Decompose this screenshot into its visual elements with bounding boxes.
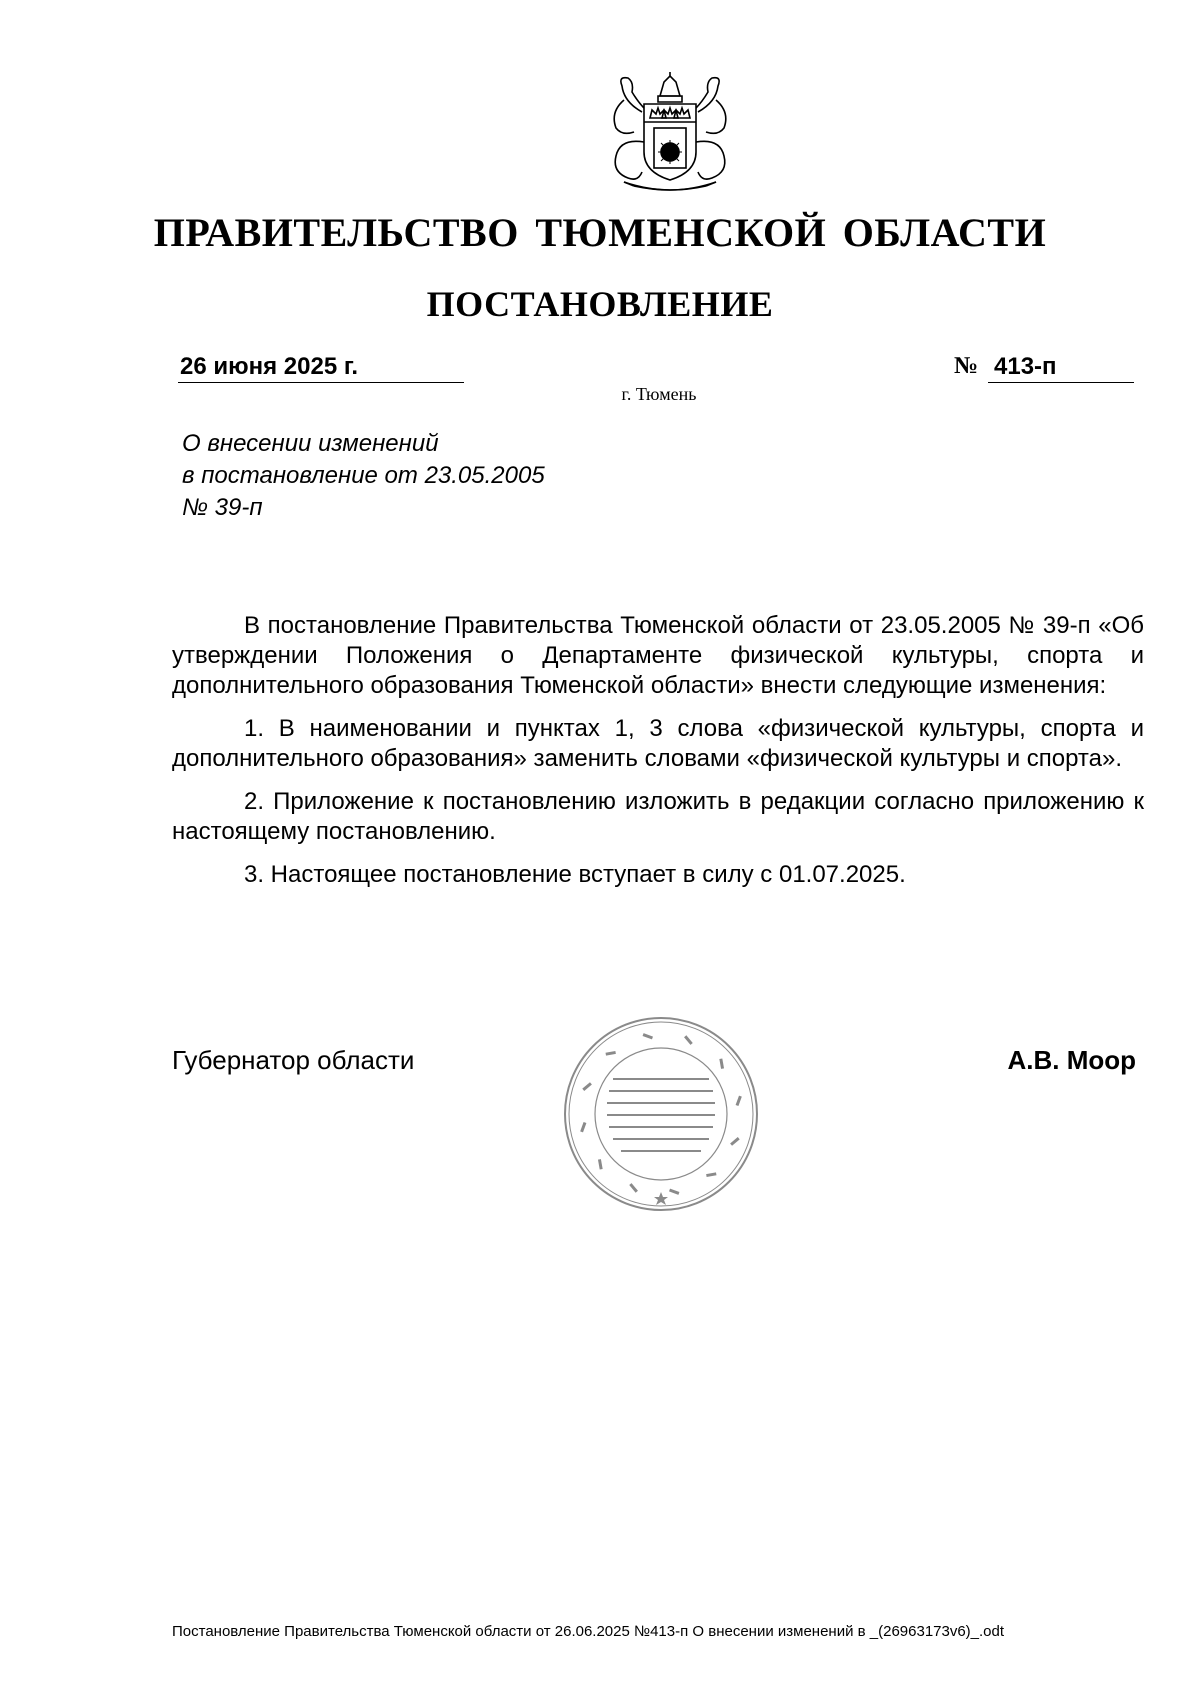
number-underline [988, 382, 1134, 383]
subject-line: в постановление от 23.05.2005 [182, 462, 545, 489]
coat-of-arms-icon [594, 72, 746, 198]
document-type-title: ПОСТАНОВЛЕНИЕ [426, 284, 774, 324]
official-seal-icon [561, 1014, 761, 1214]
document-date: 26 июня 2025 г. [180, 353, 359, 380]
footer-file-name: Постановление Правительства Тюменской области от 26.06.2025 №413-п О внесении изменений в _(26963173v6)_.odt [172, 1623, 1005, 1640]
government-title: ПРАВИТЕЛЬСТВО ТЮМЕНСКОЙ ОБЛАСТИ [153, 210, 1047, 255]
date-underline [178, 382, 464, 383]
signatory-name: А.В. Моор [1007, 1045, 1136, 1075]
body-paragraph-item-1: 1. В наименовании и пунктах 1, 3 слова «физической культуры, спорта и дополнительного образования» заменить словами «физической культуры и спорта». [172, 715, 1144, 772]
subject-line: О внесении изменений [182, 430, 439, 457]
number-sign: № [954, 353, 979, 379]
document-body [172, 611, 1144, 903]
signatory-position: Губернатор области [172, 1045, 415, 1075]
body-paragraph-item-2: 2. Приложение к постановлению изложить в редакции согласно приложению к настоящему постановлению. [172, 788, 1144, 845]
city-label: г. Тюмень [621, 384, 697, 404]
document-number: 413-п [994, 353, 1057, 380]
body-paragraph-intro: В постановление Правительства Тюменской области от 23.05.2005 № 39-п «Об утверждении Положения о Департаменте физической культуры, спорта и дополнительного образования Тюменской области» внести следующие изменения: [172, 612, 1144, 699]
body-paragraph-item-3: 3. Настоящее постановление вступает в силу с 01.07.2025. [244, 861, 906, 888]
document-subject [182, 428, 545, 524]
subject-line: № 39-п [182, 494, 263, 521]
